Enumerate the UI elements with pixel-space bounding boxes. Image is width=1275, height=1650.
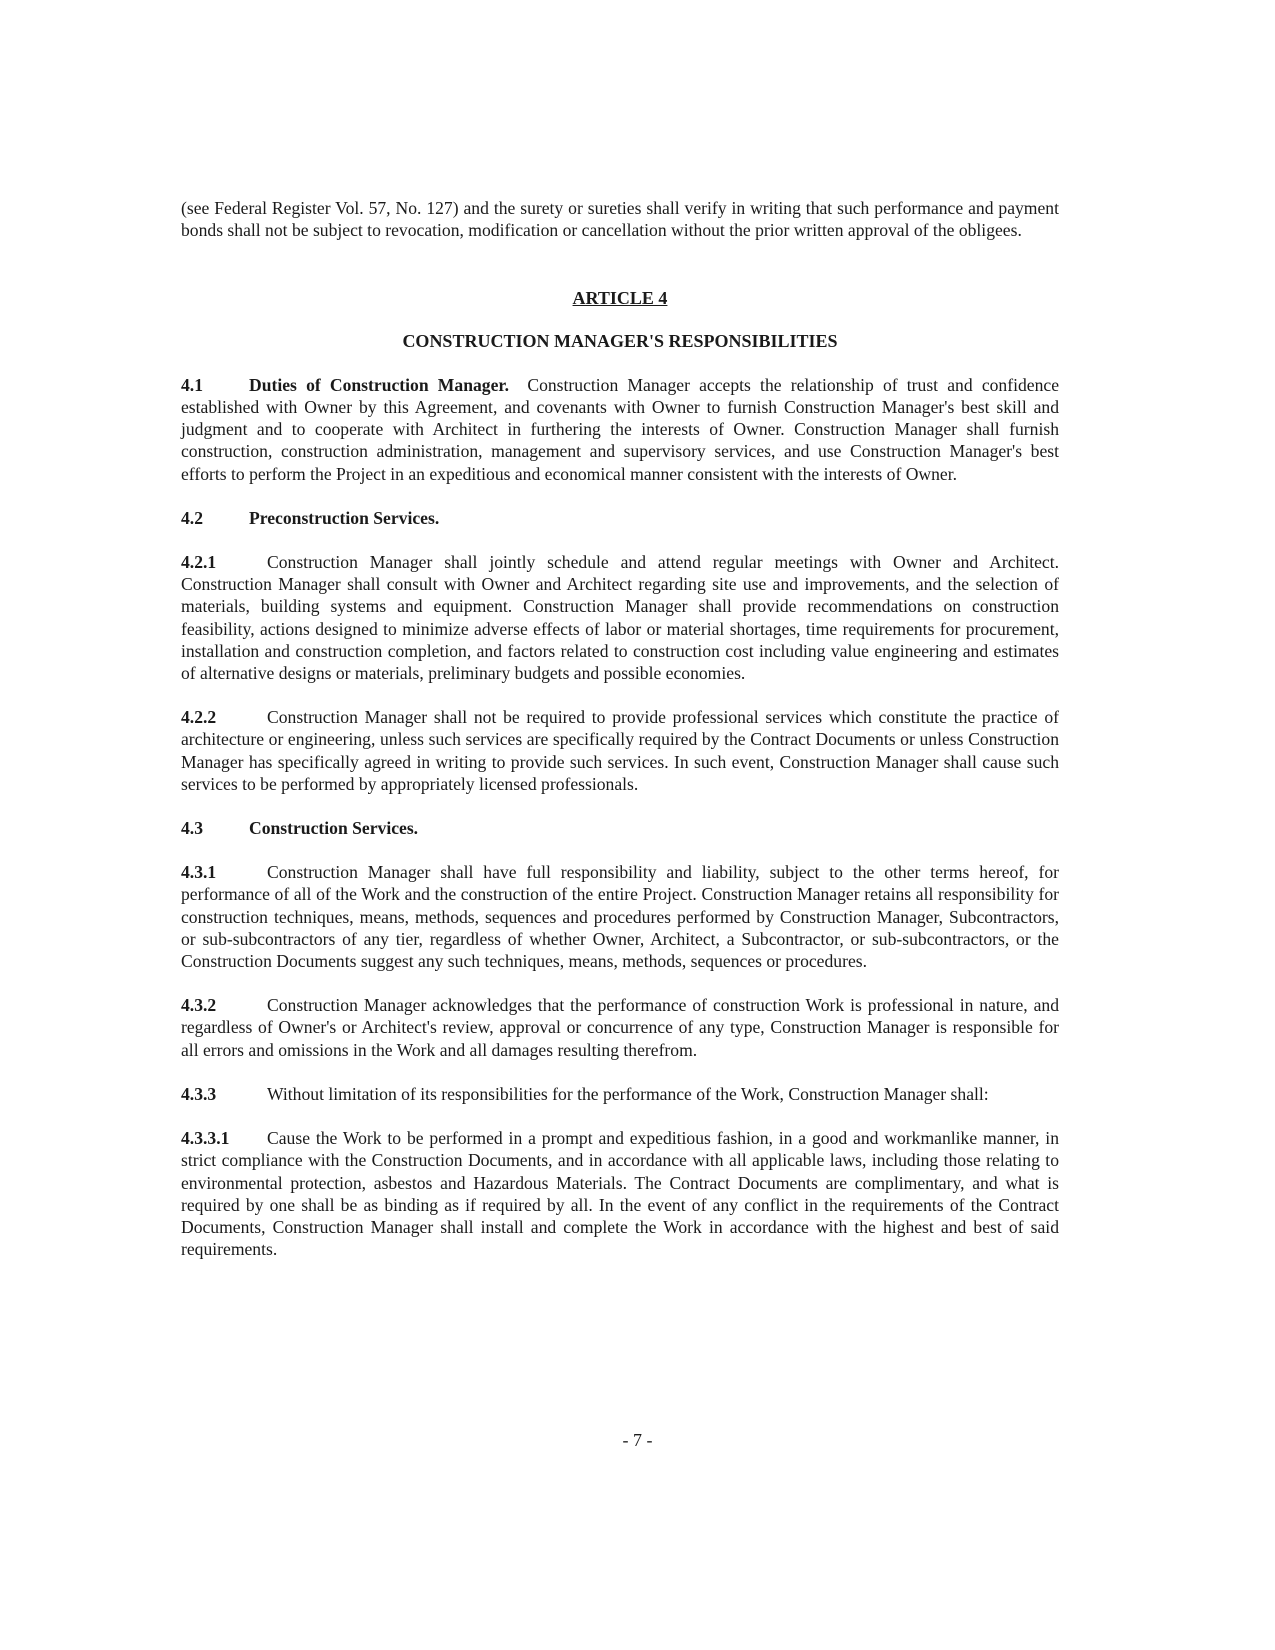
- section-text: Without limitation of its responsibilities for the performance of the Work, Construction Manager shall:: [267, 1083, 989, 1104]
- section-number: 4.3.3: [181, 1083, 217, 1104]
- section-number: 4.2.2: [181, 707, 217, 728]
- section-4-3-3: [181, 1083, 1059, 1105]
- section-4-3: [181, 817, 1059, 839]
- section-heading: Duties of Construction Manager.: [249, 374, 509, 395]
- section-heading: Preconstruction Services.: [249, 507, 440, 528]
- section-text: Construction Manager shall have full responsibility and liability, subject to the other terms hereof, for performance of all of the Work and the construction of the entire Project. Construction Manager retains all responsibility for construction techniques, means, methods, sequences and procedures performed by Construction Manager, Subcontractors, or sub-subcontractors of any tier, regardless of whether Owner, Architect, a Subcontractor, or sub-subcontractors, or the Construction Documents suggest any such techniques, means, methods, sequences or procedures.: [181, 862, 1059, 972]
- section-text: Construction Manager acknowledges that the performance of construction Work is professional in nature, and regardless of Owner's or Architect's review, approval or concurrence of any type, Construction Manager is responsible for all errors and omissions in the Work and all damages resulting therefrom.: [181, 995, 1059, 1060]
- intro-paragraph: (see Federal Register Vol. 57, No. 127) and the surety or sureties shall verify in writing that such performance and payment bonds shall not be subject to revocation, modification or cancellation without the prior written approval of the obligees.: [181, 198, 1059, 241]
- section-4-2-1: [181, 551, 1059, 684]
- section-number: 4.3.1: [181, 862, 217, 883]
- section-4-3-3-1: [181, 1127, 1059, 1260]
- document-page: [181, 197, 1059, 1260]
- section-4-2: [181, 507, 1059, 529]
- section-4-3-1: [181, 861, 1059, 972]
- section-number: 4.3.2: [181, 995, 217, 1016]
- section-number: 4.3.3.1: [181, 1128, 230, 1149]
- section-4-2-2: [181, 706, 1059, 795]
- section-number: 4.3: [181, 818, 203, 839]
- section-number: 4.1: [181, 374, 203, 395]
- section-text: Construction Manager shall not be required to provide professional services which constitute the practice of architecture or engineering, unless such services are specifically required by the Contract Documents or unless Construction Manager has specifically agreed in writing to provide such services. In such event, Construction Manager shall cause such services to be performed by appropriately licensed professionals.: [181, 707, 1059, 794]
- section-text: Construction Manager shall jointly schedule and attend regular meetings with Owner and Architect. Construction Manager shall consult with Owner and Architect regarding site use and improvements, and the selection of materials, building systems and equipment. Construction Manager shall provide recommendations on construction feasibility, actions designed to minimize adverse effects of labor or material shortages, time requirements for procurement, installation and construction completion, and factors related to construction cost including value engineering and estimates of alternative designs or materials, preliminary budgets and possible economies.: [181, 552, 1059, 684]
- section-text: Cause the Work to be performed in a prompt and expeditious fashion, in a good and workmanlike manner, in strict compliance with the Construction Documents, and in accordance with all applicable laws, including those relating to environmental protection, asbestos and Hazardous Materials. The Contract Documents are complimentary, and what is required by one shall be as binding as if required by all. In the event of any conflict in the requirements of the Contract Documents, Construction Manager shall install and complete the Work in accordance with the highest and best of said requirements.: [181, 1128, 1059, 1260]
- section-4-3-2: [181, 994, 1059, 1061]
- section-heading: Construction Services.: [249, 818, 419, 839]
- section-number: 4.2: [181, 507, 203, 528]
- section-text: Construction Manager accepts the relationship of trust and confidence established with Owner by this Agreement, and covenants with Owner to furnish Construction Manager's best skill and judgment and to cooperate with Architect in furthering the interests of Owner. Construction Manager shall furnish construction, construction administration, management and supervisory services, and use Construction Manager's best efforts to perform the Project in an expeditious and economical manner consistent with the interests of Owner.: [181, 374, 1059, 484]
- section-number: 4.2.1: [181, 552, 217, 573]
- page-number: - 7 -: [622, 1430, 653, 1450]
- article-title: ARTICLE 4: [572, 288, 668, 309]
- article-subtitle: CONSTRUCTION MANAGER'S RESPONSIBILITIES: [402, 330, 838, 351]
- section-4-1: [181, 374, 1059, 485]
